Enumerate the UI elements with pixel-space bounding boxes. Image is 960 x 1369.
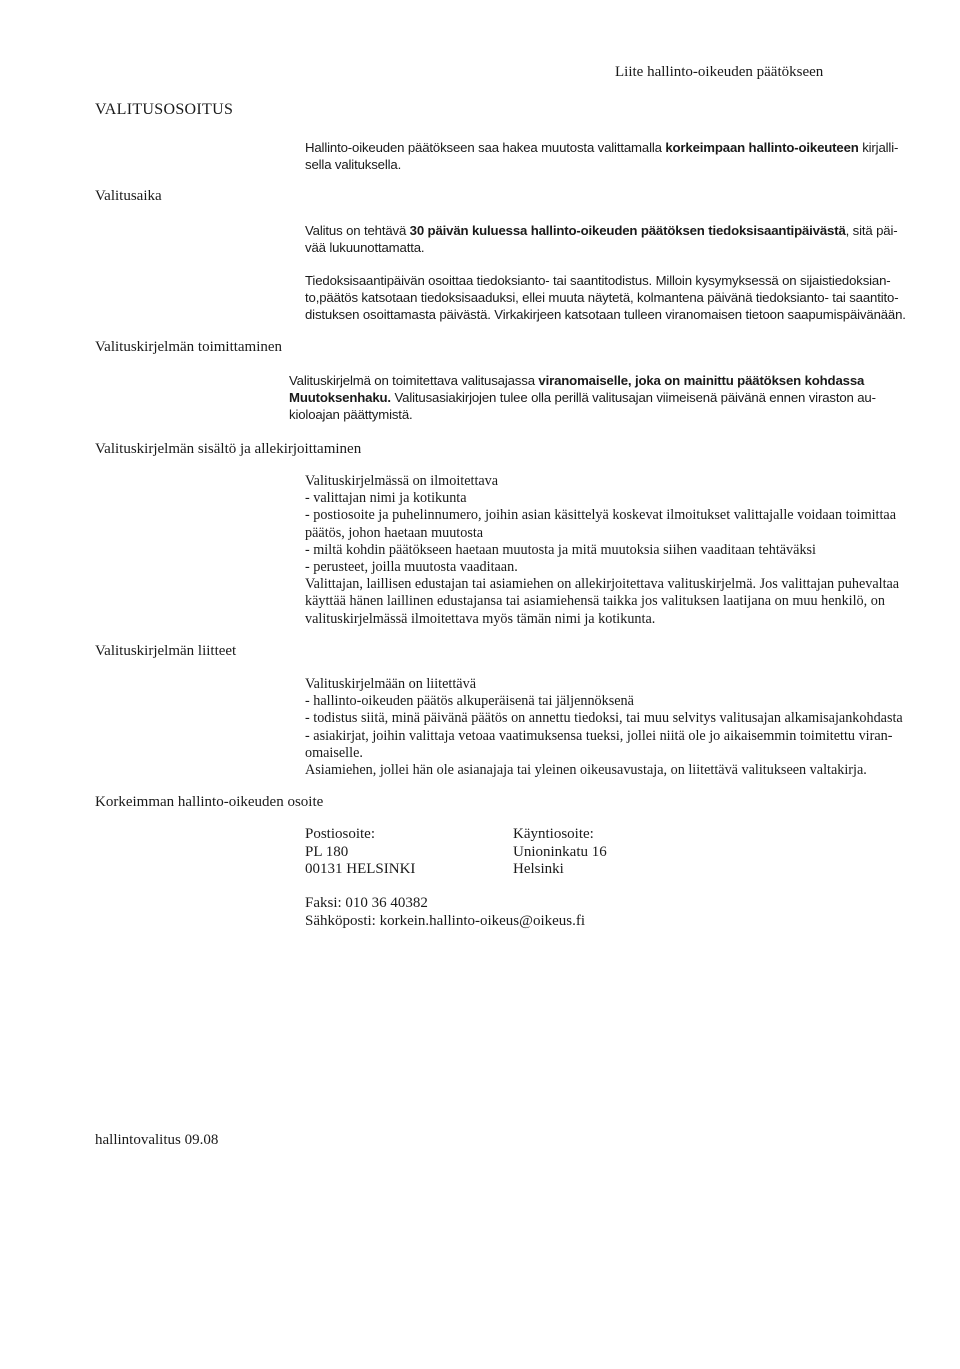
postal-address-line: 00131 HELSINKI [305,861,416,877]
valitusaika-line-1: Valitus on tehtävä 30 päivän kuluessa hallinto-oikeuden päätöksen tiedoksisaantipäivästä, sitä päi- [305,223,898,238]
valitusaika-p2-line-1: Tiedoksisaantipäivän osoittaa tiedoksianto- tai saantitodistus. Milloin kysymyksessä on sijaistiedoksian- [305,273,891,288]
toimittaminen-paragraph [289,372,876,424]
sisalto-line: - perusteet, joilla muutosta vaaditaan. [305,559,518,576]
section-heading-osoite: Korkeimman hallinto-oikeuden osoite [95,794,324,810]
valitusaika-paragraph-2 [305,272,906,324]
sisalto-line: Valittajan, laillisen edustajan tai asiamiehen on allekirjoitettava valituskirjelmä. Jos valittajan puhevaltaa [305,576,900,593]
toimittaminen-line-2: Muutoksenhaku. Valitusasiakirjojen tulee olla perillä valitusajan viimeisenä päivänä ennen viraston au- [289,390,876,406]
valitusaika-p2-line-2: to,päätös katsotaan tiedoksisaaduksi, ellei muuta näytetä, kolmantena päivänä tiedoksianto- tai saantito- [305,290,899,306]
intro-line-2: sella valituksella. [305,157,402,173]
liitteet-line: Valituskirjelmään on liitettävä [305,676,476,692]
liitteet-line: - asiakirjat, joihin valittaja vetoaa vaatimuksensa tueksi, jollei niitä ole jo aikaisemmin toimitettu viran- [305,727,893,744]
sisalto-line: päätös, johon haetaan muutosta [305,524,484,541]
fax-number: Faksi: 010 36 40382 [305,895,428,911]
liitteet-line: Asiamiehen, jollei hän ole asianajaja tai yleinen oikeusavustaja, on liitettävä valitukseen valtakirja. [305,762,867,779]
section-heading-valitusaika: Valitusaika [95,188,162,204]
visiting-address-label: Käyntiosoite: [513,826,594,842]
email-address[interactable]: Sähköposti: korkein.hallinto-oikeus@oikeus.fi [305,912,586,929]
liitteet-paragraph [305,676,903,779]
intro-paragraph [305,139,898,173]
sisalto-line: - postiosoite ja puhelinnumero, joihin asian käsittelyä koskevat ilmoitukset valittajalle voidaan toimittaa [305,507,897,524]
valitusaika-p2-line-3: distuksen osoittamasta päivästä. Virkakirjeen katsotaan tulleen viranomaisen tietoon saapumispäivänään. [305,307,906,323]
postal-address-label: Postiosoite: [305,826,376,842]
postal-address [305,826,415,879]
sisalto-line: Valituskirjelmässä on ilmoitettava [305,473,499,489]
liitteet-line: omaiselle. [305,744,363,761]
visiting-address-line: Helsinki [513,861,564,877]
intro-line-1: Hallinto-oikeuden päätökseen saa hakea muutosta valittamalla korkeimpaan hallinto-oikeuteen kirjalli- [305,140,899,155]
toimittaminen-line-3: kioloajan päättymistä. [289,407,413,423]
valitusaika-line-2: vää lukuunottamatta. [305,240,425,256]
section-heading-liitteet: Valituskirjelmän liitteet [95,643,237,659]
document-title: VALITUSOSOITUS [95,101,234,118]
contact-info [305,895,585,930]
valitusaika-paragraph-1 [305,222,898,256]
form-code: hallintovalitus 09.08 [95,1132,219,1148]
sisalto-line: - miltä kohdin päätökseen haetaan muutosta ja mitä muutoksia siihen vaaditaan tehtäväksi [305,541,816,558]
visiting-address [513,826,607,879]
section-heading-toimittaminen: Valituskirjelmän toimittaminen [95,339,283,355]
liitteet-line: - hallinto-oikeuden päätös alkuperäisenä tai jäljennöksenä [305,693,634,710]
sisalto-line: käyttää hänen laillinen edustajansa tai asiamiehensä taikka jos valituksen laatijana on muu henkilö, on [305,593,885,610]
visiting-address-line: Unioninkatu 16 [513,843,607,860]
sisalto-paragraph [305,473,899,628]
section-heading-sisalto: Valituskirjelmän sisältö ja allekirjoittaminen [95,441,362,457]
sisalto-line: valituskirjelmässä ilmoitettava myös tämän nimi ja kotikunta. [305,610,656,627]
toimittaminen-line-1: Valituskirjelmä on toimitettava valitusajassa viranomaiselle, joka on mainittu päätöksen kohdassa [289,373,865,388]
sisalto-line: - valittajan nimi ja kotikunta [305,490,467,507]
appendix-label: Liite hallinto-oikeuden päätökseen [615,64,824,80]
postal-address-line: PL 180 [305,843,349,860]
liitteet-line: - todistus siitä, minä päivänä päätös on annettu tiedoksi, tai muu selvitys valitusajan alkamisajankohdasta [305,710,903,727]
